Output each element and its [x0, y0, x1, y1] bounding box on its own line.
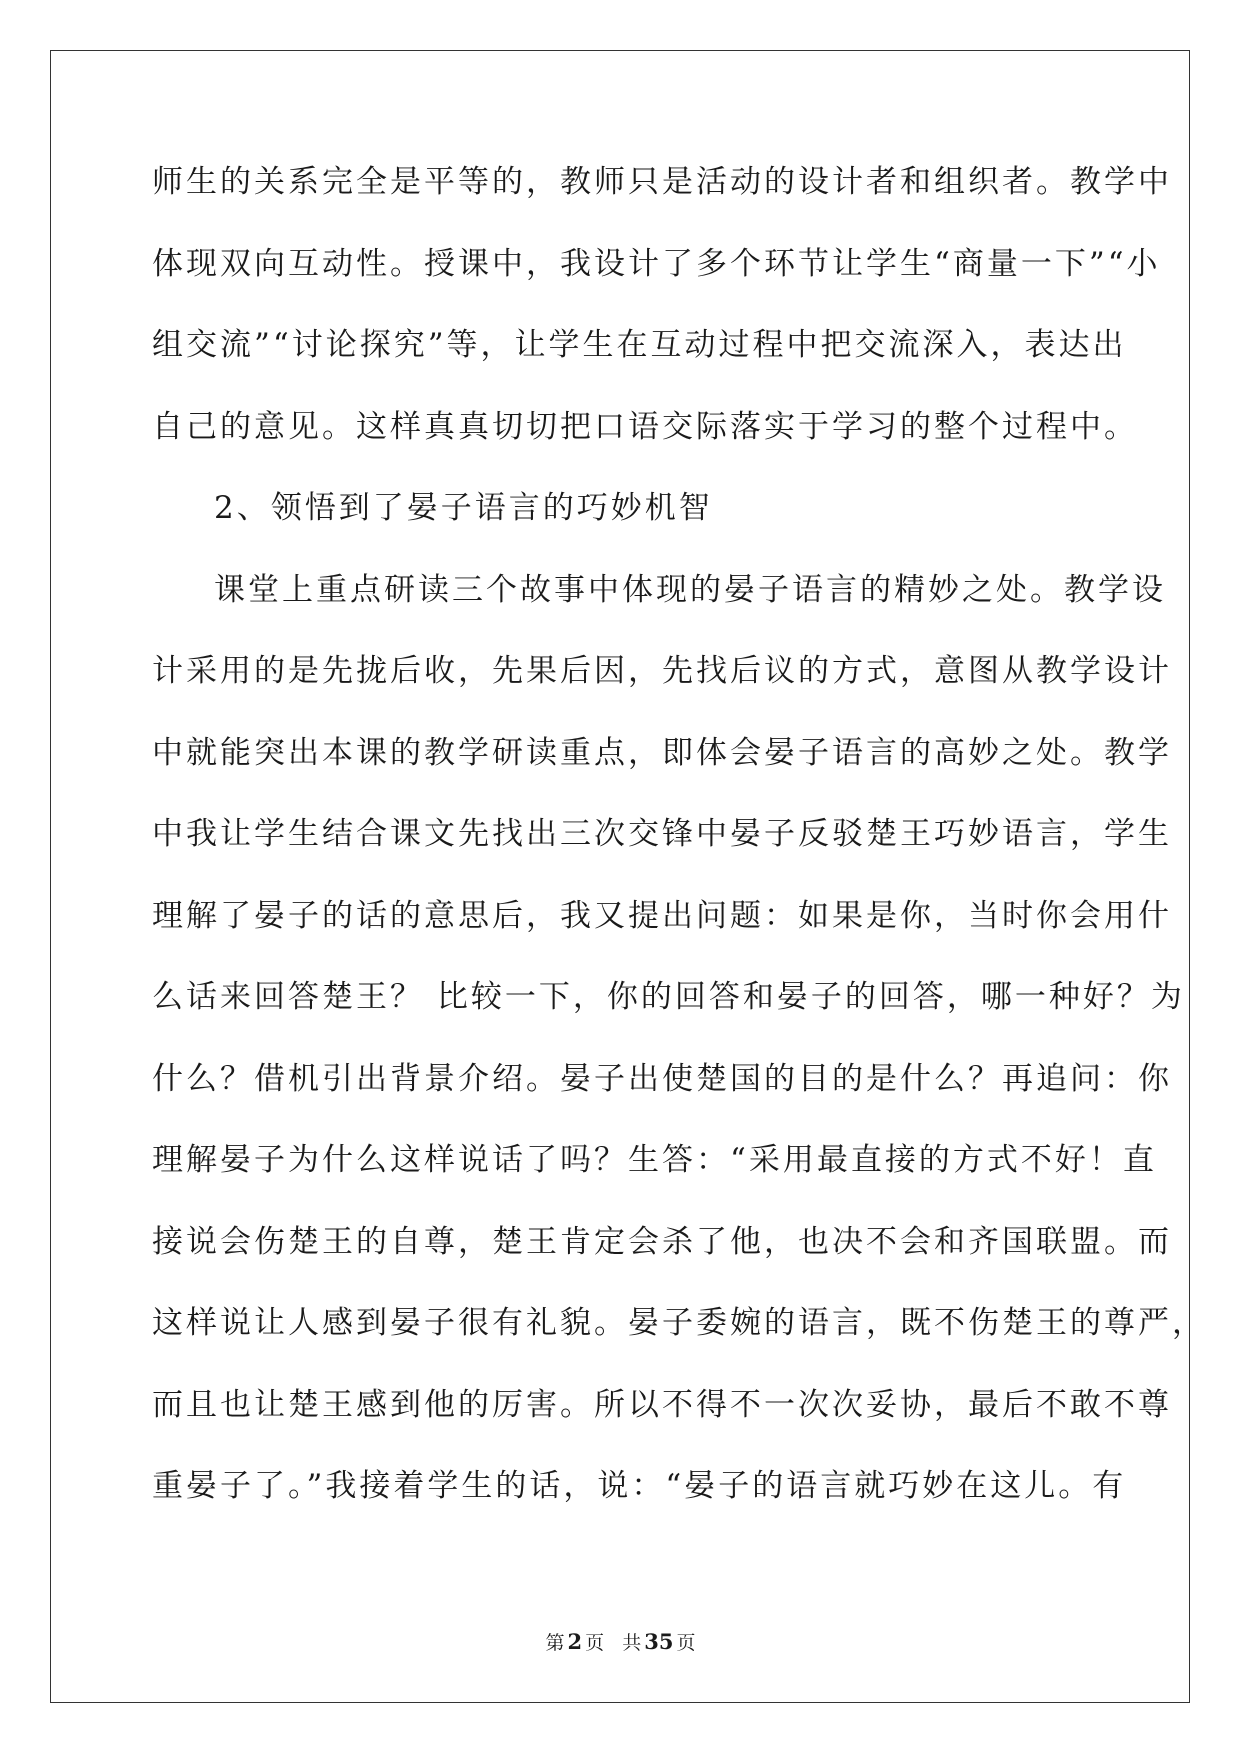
document-body	[152, 162, 1206, 1548]
text-line: 师生的关系完全是平等的，教师只是活动的设计者和组织者。教学中	[152, 164, 1172, 200]
text-line: 接说会伤楚王的自尊，楚王肯定会杀了他，也决不会和齐国联盟。而	[152, 1223, 1172, 1260]
page-footer	[0, 1628, 1241, 1655]
footer-total-prefix: 共	[622, 1632, 642, 1654]
text-line: 这样说让人感到晏子很有礼貌。晏子委婉的语言，既不伤楚王的尊严，	[152, 1305, 1206, 1341]
footer-page-suffix: 页	[585, 1632, 605, 1654]
text-line: 中就能突出本课的教学研读重点，即体会晏子语言的高妙之处。教学	[152, 734, 1172, 771]
text-line: 理解晏子为什么这样说话了吗？生答：“采用最直接的方式不好！直	[152, 1142, 1157, 1178]
text-line: 2、领悟到了晏子语言的巧妙机智	[214, 490, 713, 526]
text-line: 中我让学生结合课文先找出三次交锋中晏子反驳楚王巧妙语言，学生	[152, 816, 1172, 852]
text-line: 重晏子了。”我接着学生的话，说：“晏子的语言就巧妙在这儿。有	[152, 1468, 1127, 1504]
text-line: 计采用的是先拢后收，先果后因，先找后议的方式，意图从教学设计	[152, 653, 1172, 689]
text-line: 自己的意见。这样真真切切把口语交际落实于学习的整个过程中。	[152, 408, 1138, 445]
text-line: 组交流”“讨论探究”等，让学生在互动过程中把交流深入，表达出	[152, 327, 1127, 363]
footer-page-number: 2	[567, 1629, 583, 1654]
footer-total-suffix: 页	[676, 1632, 696, 1654]
text-line: 理解了晏子的话的意思后，我又提出问题：如果是你，当时你会用什	[152, 897, 1172, 934]
text-line: 而且也让楚王感到他的厉害。所以不得不一次次妥协，最后不敢不尊	[152, 1386, 1172, 1423]
text-line: 体现双向互动性。授课中，我设计了多个环节让学生“商量一下”“小	[152, 245, 1161, 282]
text-line: 什么？借机引出背景介绍。晏子出使楚国的目的是什么？再追问：你	[152, 1060, 1172, 1097]
footer-total-number: 35	[644, 1629, 674, 1654]
text-line: 课堂上重点研读三个故事中体现的晏子语言的精妙之处。教学设	[214, 571, 1166, 608]
footer-page-prefix: 第	[545, 1632, 565, 1654]
text-line: 么话来回答楚王？ 比较一下，你的回答和晏子的回答，哪一种好？为	[152, 979, 1185, 1015]
